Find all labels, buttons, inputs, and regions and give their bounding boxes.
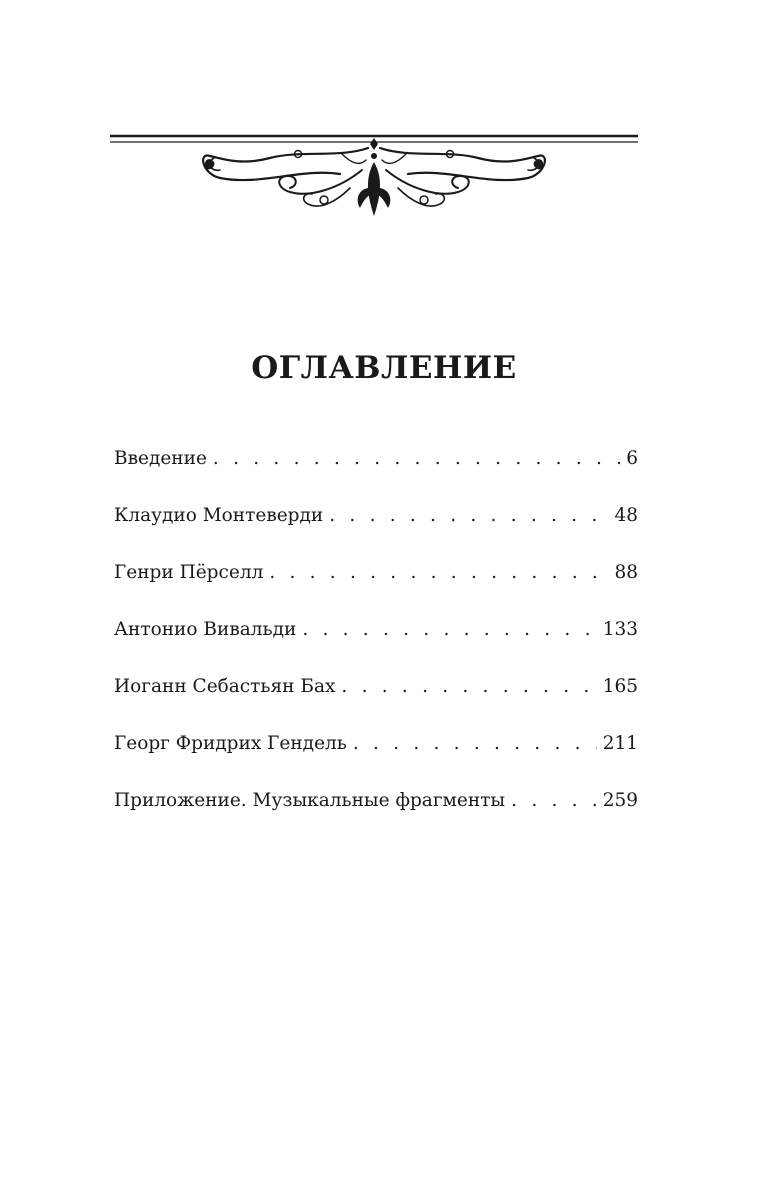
dot-leader [269,562,608,583]
toc-page-number: 259 [602,790,638,811]
toc-entry [114,448,638,505]
dot-leader [329,505,608,526]
page-title: ОГЛАВЛЕНИЕ [251,350,517,386]
toc-page-number: 211 [602,733,638,754]
dot-leader [213,448,620,469]
toc-entry-title: Георг Фридрих Гендель [114,733,347,754]
toc-entry-title: Генри Пёрселл [114,562,264,583]
toc-entry [114,505,638,562]
toc-entry-title: Введение [114,448,207,469]
toc-page-number: 165 [602,676,638,697]
toc-page-number: 48 [614,505,638,526]
toc-entry-title: Клаудио Монтеверди [114,505,324,526]
toc-entry [114,676,638,733]
dot-leader [511,790,597,811]
toc-page-number: 88 [614,562,638,583]
toc-entry [114,790,638,847]
dot-leader [353,733,597,754]
decorative-ornament [110,128,638,220]
table-of-contents [114,448,638,847]
toc-page-number: 6 [626,448,638,469]
toc-page-number: 133 [602,619,638,640]
toc-entry [114,733,638,790]
dot-leader [302,619,596,640]
toc-entry [114,562,638,619]
toc-entry-title: Антонио Вивальди [114,619,297,640]
toc-entry-title: Приложение. Музыкальные фрагменты [114,790,506,811]
dot-leader [341,676,596,697]
toc-entry [114,619,638,676]
toc-entry-title: Иоганн Себастьян Бах [114,676,336,697]
